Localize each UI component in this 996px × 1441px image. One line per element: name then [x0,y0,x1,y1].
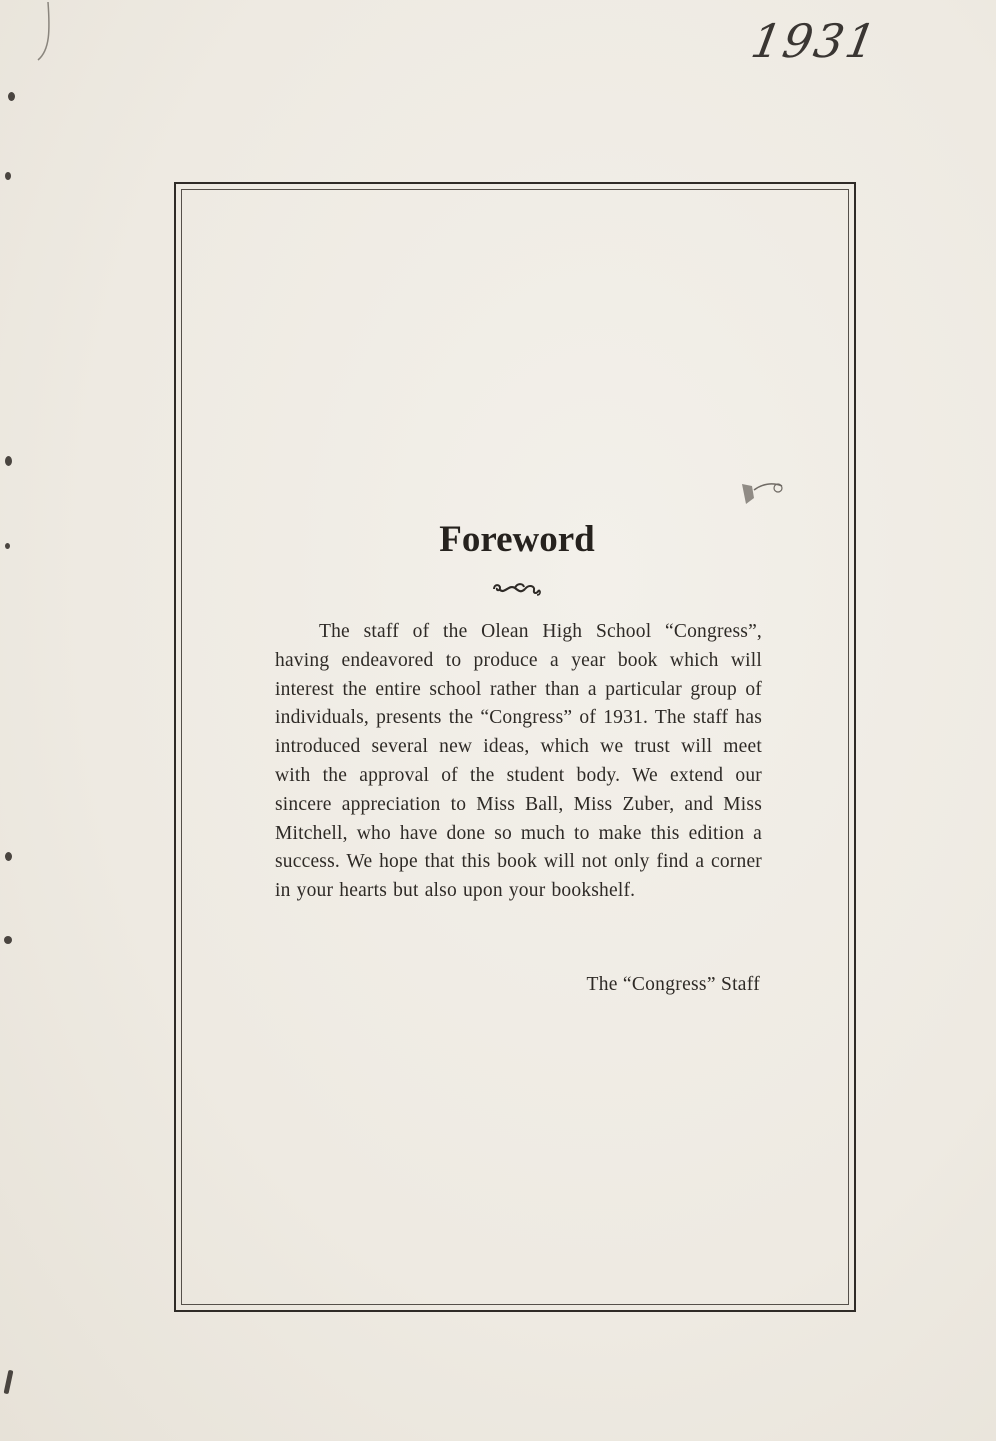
binding-hole-mark [4,1370,14,1395]
binding-hole-mark [5,543,10,549]
binding-hole-mark [5,456,12,466]
binding-hole-mark [4,936,12,944]
foreword-frame [174,182,856,1312]
binding-hole-mark [5,852,12,861]
page-title: Foreword [439,519,595,560]
handwritten-year: 1931 [747,14,882,68]
scroll-ornament-icon [176,580,858,603]
binding-mark-icon [0,0,60,70]
binding-hole-mark [5,172,11,180]
foreword-signature: The “Congress” Staff [586,974,760,995]
binding-hole-mark [8,92,15,101]
foreword-body: The staff of the Olean High School “Congress”, having endeavored to produce a year book which will interest the entire school rather than a particular group of individuals, presents the “Congress” of 1931. The staff has introduced several new ideas, which we trust will meet with the approval of the student body. We extend our sincere appreciation to Miss Ball, Miss Zuber, and Miss Mitchell, who have done so much to make this edition a success. We hope that this book will not only find a corner in your hearts but also upon your bookshelf. [275,621,762,902]
